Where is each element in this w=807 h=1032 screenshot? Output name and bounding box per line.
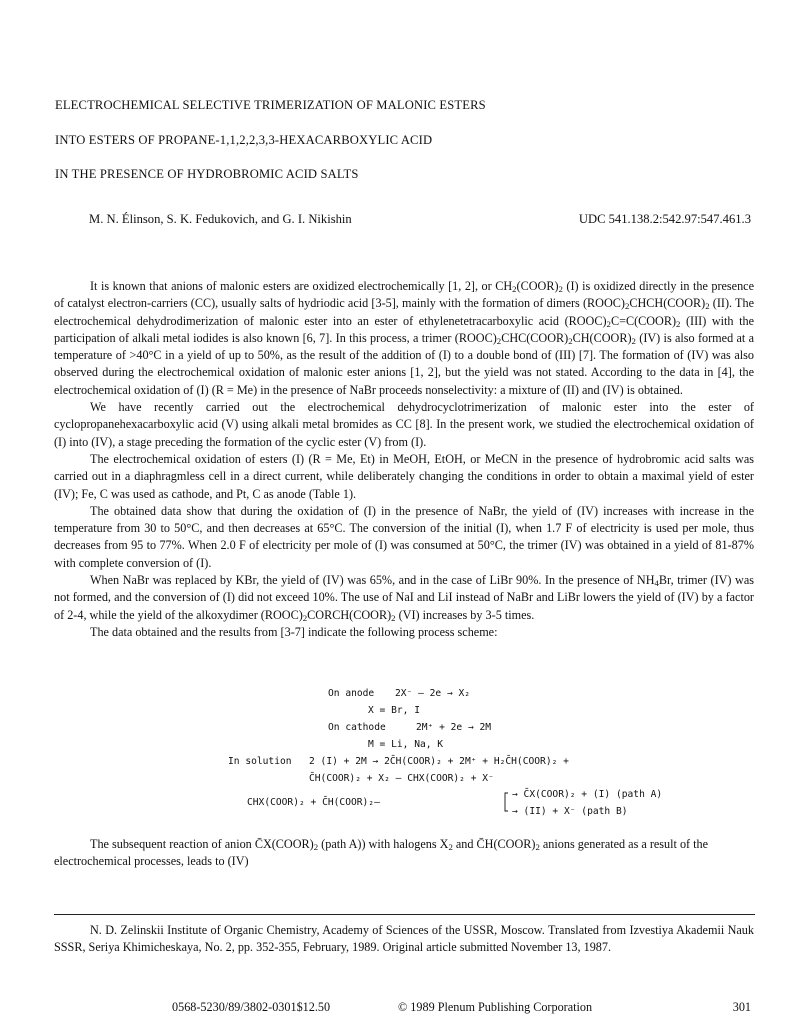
branch-reactants: CHX(COOR)₂ + C̄H(COOR)₂— — [247, 797, 380, 808]
paragraph-1: It is known that anions of malonic esters are oxidized electrochemically [1, 2], or $CH_2(COOR)_2$ (I) is oxidized directly in the presence of catalyst electron-carriers (CC), usually salts of hydriodic acid [3-5], mainly with the formation of dimers $(ROOC)_2CHCH(COOR)_2$ (II). The electrochemical dehydrodimerization of malonic ester into an ester of ethylenetetracarboxylic acid $(ROOC)_2C=C(COOR)_2$ (III) with the participation of alkali metal iodides is also known [6, 7]. In this process, a trimer $(ROOC)_2CHC(COOR)_2CH(COOR)_2$ (IV) is also formed at a temperature of >40°C in a yield of up to 50%, as the result of the addition of (I) to a double bond of (III) [7]. The formation of (IV) was also observed during the electrochemical oxidation of malonic ester anions [1, 2], but the yield was not stated. According to the data in [4], the electrochemical oxidation of (I) (R = Me) in the presence of NaBr proceeds nonselectivity: a mixture of (II) and (IV) is obtained. — [54, 279, 755, 397]
path-a: → C̄X(COOR)₂ + (I) (path A) — [512, 789, 663, 800]
paragraph-5: When NaBr was replaced by KBr, the yield of (IV) was 65%, and in the case of LiBr 90%. In the presence of $NH_4Br$, trimer (IV) was not formed, and the conversion of (I) did not exceed 10%. The use of NaI and LiI instead of NaBr and LiBr lowers the yield of (IV) by a factor of 2-4, while the yield of the alkoxydimer $(ROOC)_2CORCH(COOR)_2$ (VI) increases by 3-5 times. — [54, 573, 754, 623]
path-b: → (II) + X⁻ (path B) — [512, 806, 628, 817]
scheme-continuation — [54, 836, 754, 871]
paragraph-3: The electrochemical oxidation of esters (I) (R = Me, Et) in MeOH, EtOH, or MeCN in the presence of hydrobromic acid salts was carried out in a diaphragmless cell in a direct current, while deliberately changing the conditions in order to obtain a maximal yield of ester (IV); Fe, C was used as cathode, and Pt, C as anode (Table 1). — [54, 451, 754, 501]
paragraph-7: The subsequent reaction of anion $C̄X(COOR)_2$ (path A)) with halogens $X_2$ and $C̄H(COOR)_2$ anions generated as a result of the electrochemical processes, leads to (IV) — [54, 837, 709, 869]
paragraph-4: The obtained data show that during the oxidation of (I) in the presence of NaBr, the yield of (IV) increases with increase in the temperature from 30 to 50°C, and then decreases at 65°C. The conversion of the initial (I), when 1.7 F of electricity is used per mole, thus decreases from 95 to 77%. When 2.0 F of electricity per mole of (I) was consumed at 50°C, the trimer (IV) was obtained in a yield of 81-87% with complete conversion of (I). — [54, 503, 754, 570]
anode-equation: 2X⁻ — 2e → X₂ — [395, 688, 471, 699]
affiliation-note: N. D. Zelinskii Institute of Organic Chemistry, Academy of Sciences of the USSR, Moscow. Translated from Izvestiya Akademii Nauk SSSR, Seriya Khimicheskaya, No. 2, pp. 352-355, February, 1989. Original article submitted November 13, 1987. — [54, 923, 754, 954]
m-definition: M = Li, Na, K — [368, 739, 444, 750]
footnote — [54, 922, 754, 956]
journal-code: 0568-5230/89/3802-0301$12.50 — [172, 1000, 331, 1014]
cathode-label: On cathode — [328, 722, 386, 733]
paragraph-6: The data obtained and the results from [3-7] indicate the following process scheme: — [90, 624, 498, 639]
solution-equation-2: C̄H(COOR)₂ + X₂ — CHX(COOR)₂ + X⁻ — [309, 773, 494, 784]
page-number: 301 — [732, 1000, 751, 1014]
solution-equation-1: 2 (I) + 2M → 2C̄H(COOR)₂ + 2M⁺ + H₂C̄H(COOR)₂ + — [309, 756, 569, 767]
title-line-1: ELECTROCHEMICAL SELECTIVE TRIMERIZATION OF MALONIC ESTERS — [55, 98, 486, 112]
copyright-line: © 1989 Plenum Publishing Corporation — [398, 1000, 593, 1014]
title-line-2: INTO ESTERS OF PROPANE-1,1,2,2,3,3-HEXACARBOXYLIC ACID — [55, 133, 433, 147]
authors: M. N. Élinson, S. K. Fedukovich, and G. I. Nikishin — [89, 212, 352, 226]
udc-code: UDC 541.138.2:542.97:547.461.3 — [578, 212, 751, 226]
paragraph-2: We have recently carried out the electrochemical dehydrocyclotrimerization of malonic ester into the ester of cyclopropanehexacarboxylic acid (V) using alkali metal bromides as CC [8]. In the present work, we studied the electrochemical oxidation of (I) into (IV), a stage preceding the formation of the cyclic ester (V) from (I). — [54, 400, 754, 449]
solution-label: In solution — [228, 756, 292, 767]
cathode-equation: 2M⁺ + 2e → 2M — [416, 722, 492, 733]
footnote-rule — [54, 914, 755, 915]
title-line-3: IN THE PRESENCE OF HYDROBROMIC ACID SALTS — [55, 167, 359, 181]
anode-label: On anode — [328, 688, 375, 699]
x-definition: X = Br, I — [368, 705, 420, 716]
